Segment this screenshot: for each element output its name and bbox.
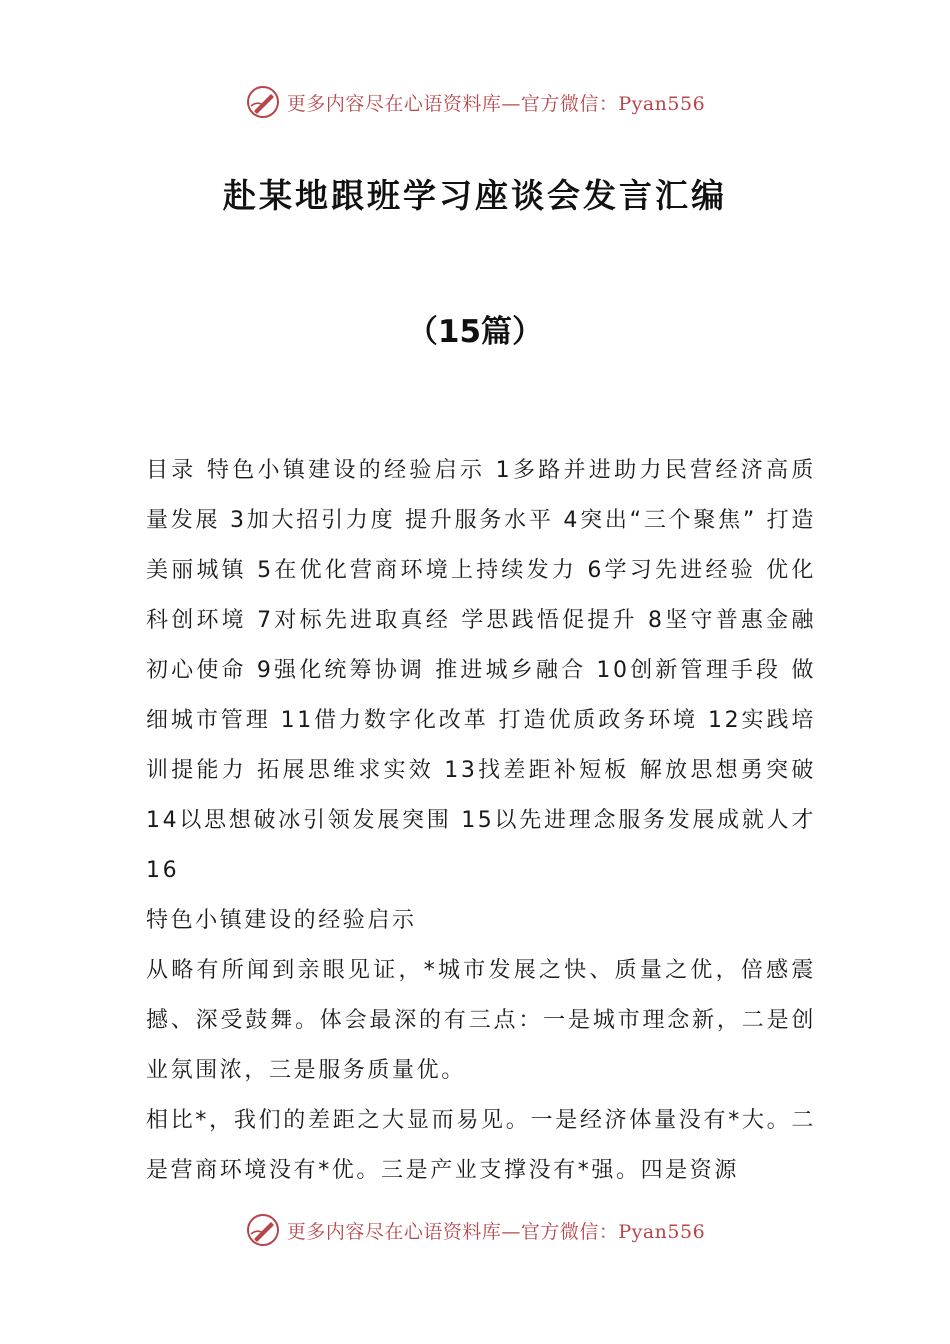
pen-seal-icon [245,84,281,120]
header-banner-text: 更多内容尽在心语资料库—官方微信：Pyan556 [286,92,706,115]
body-paragraph: 从略有所闻到亲眼见证，*城市发展之快、质量之优，倍感震撼、深受鼓舞。体会最深的有三点：一是城市理念新，二是创业氛围浓，三是服务质量优。 [146,958,816,1083]
pen-seal-icon [245,1212,281,1248]
document-body [146,446,816,1196]
footer-watermark-banner [0,1210,950,1250]
document-title: 赴某地跟班学习座谈会发言汇编 [223,176,727,215]
footer-banner-text: 更多内容尽在心语资料库—官方微信：Pyan556 [286,1220,706,1243]
body-paragraph: 相比*，我们的差距之大显而易见。一是经济体量没有*大。二是营商环境没有*优。三是产业支撑没有*强。四是资源 [146,1108,816,1183]
header-watermark-banner [0,82,950,122]
section-heading: 特色小镇建设的经验启示 [146,908,417,933]
table-of-contents-paragraph: 目录 特色小镇建设的经验启示 1多路并进助力民营经济高质量发展 3加大招引力度 提升服务水平 4突出“三个聚焦” 打造美丽城镇 5在优化营商环境上持续发力 6学习先进经验 优化科创环境 7对标先进取真经 学思践悟促提升 8坚守普惠金融初心使命 9强化统筹协调 推进城乡融合 10创新管理手段 做细城市管理 11借力数字化改革 打造优质政务环境 12实践培训提能力 拓展思维求实效 13找差距补短板 解放思想勇突破 14以思想破冰引领发展突围 15以先进理念服务发展成就人才 16 [146,458,816,883]
document-count-label: （15篇） [406,314,544,350]
